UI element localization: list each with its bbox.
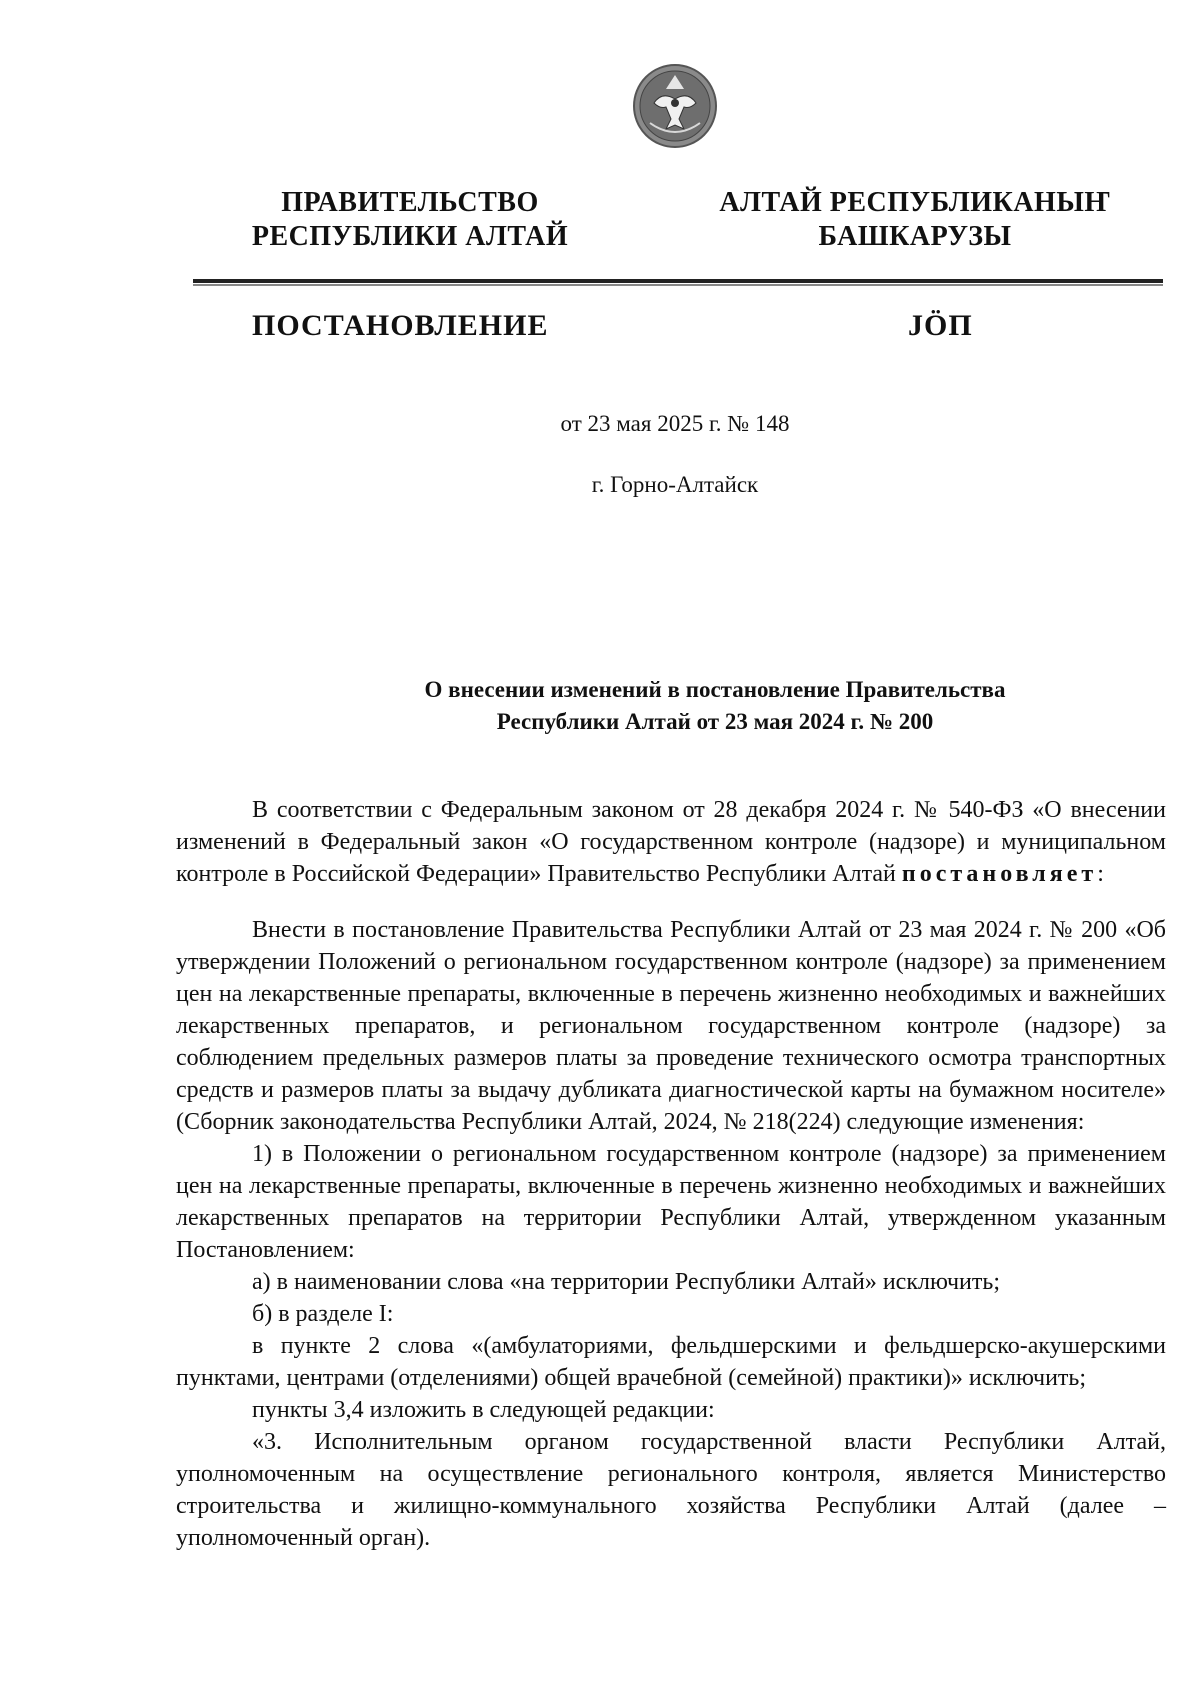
body-paragraph: в пункте 2 слова «(амбулаториями, фельдшерскими и фельдшерско-акушерскими пунктами, центрами (отделениями) общей врачебной (семейной) практики)» исключить;: [176, 1333, 1166, 1391]
header-divider: [193, 279, 1163, 283]
issuer-altai-line-2: БАШКАРУЗЫ: [818, 221, 1012, 252]
document-date-number: от 23 мая 2025 г. № 148: [560, 411, 790, 436]
issuer-altai-line-1: АЛТАЙ РЕСПУБЛИКАНЫҤ: [719, 187, 1111, 218]
body-paragraph: б) в разделе I:: [252, 1301, 394, 1327]
issuer-line-1: ПРАВИТЕЛЬСТВО: [281, 187, 539, 218]
title-line-2: Республики Алтай от 23 мая 2024 г. № 200: [496, 709, 934, 734]
title-line-1: О внесении изменений в постановление Правительства: [424, 677, 1006, 702]
body-paragraph: пункты 3,4 изложить в следующей редакции:: [252, 1397, 715, 1423]
body-paragraph: 1) в Положении о региональном государственном контроле (надзоре) за применением цен на лекарственные препараты, включенные в перечень жизненно необходимых и важнейших лекарственных препаратов на территории Республики Алтай, утвержденном указанным Постановлением:: [176, 1141, 1166, 1263]
issuer-line-2: РЕСПУБЛИКИ АЛТАЙ: [251, 221, 569, 252]
preamble-text: В соответствии с Федеральным законом от 28 декабря 2024 г. № 540-ФЗ «О внесении изменений в Федеральный закон «О государственном контроле (надзоре) и муниципальном контроле в Российской Федерации» Правительство Республики Алтай: [176, 797, 1166, 887]
body-paragraph: «3. Исполнительным органом государственной власти Республики Алтай, уполномоченным на осуществление регионального контроля, является Министерство строительства и жилищно-коммунального хозяйства Республики Алтай (далее – уполномоченный орган).: [176, 1429, 1166, 1551]
body-paragraph: Внести в постановление Правительства Республики Алтай от 23 мая 2024 г. № 200 «Об утверждении Положений о региональном государственном контроле (надзоре) за применением цен на лекарственные препараты, включенные в перечень жизненно необходимых и важнейших лекарственных препаратов, и региональном государственном контроле (надзоре) за соблюдением предельных размеров платы за проведение технического осмотра транспортных средств и размеров платы за выдачу дубликата диагностической карты на бумажном носителе» (Сборник законодательства Республики Алтай, 2024, № 218(224) следующие изменения:: [176, 917, 1166, 1135]
header-divider-thin: [193, 284, 1163, 286]
preamble-paragraph: [176, 794, 1166, 890]
body-paragraph: а) в наименовании слова «на территории Республики Алтай» исключить;: [252, 1269, 1000, 1295]
issuer-name-altai: [715, 186, 1115, 254]
document-type-russian: ПОСТАНОВЛЕНИЕ: [252, 309, 549, 342]
republic-altai-coat-of-arms-icon: [632, 63, 718, 149]
document-title: [260, 674, 1170, 738]
issuer-name-russian: [230, 186, 590, 254]
preamble-tail: :: [1097, 861, 1104, 887]
document-body: [176, 794, 1166, 1554]
resolves-keyword: постановляет: [901, 861, 1098, 887]
document-city: г. Горно-Алтайск: [591, 472, 759, 497]
document-type-altai: JÖП: [908, 309, 973, 342]
